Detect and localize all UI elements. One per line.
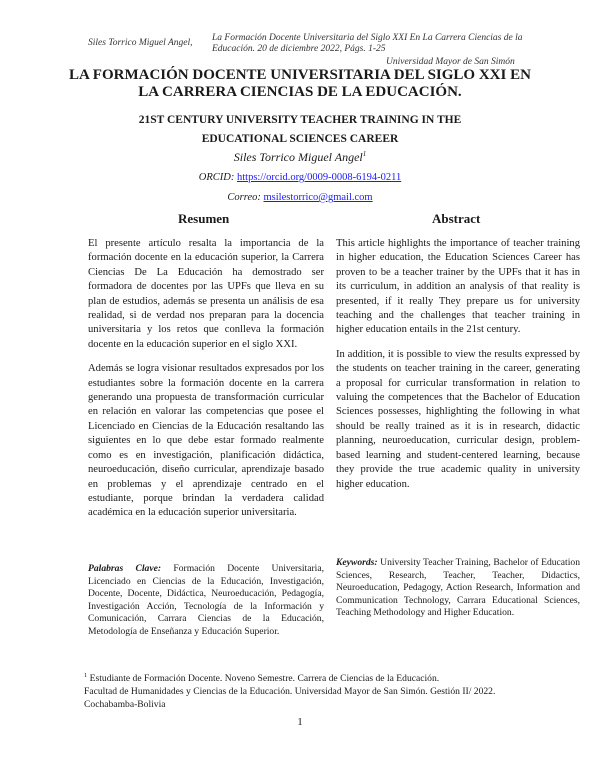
abstract-paragraph-1: This article highlights the importance of teacher training in higher education, the Education Sciences Career has proven to be a teacher trainer by the UPFs that it has in its curriculum, in addition an analysis of that reality is presented, if it really They prepare us for university teaching and the challenges that teacher training in higher education entails in the 21st century. <box>336 238 580 336</box>
footnote-line-2: Facultad de Humanidades y Ciencias de la Educación. Universidad Mayor de San Simón. Gestión II/ 2022. Cochabamba-Bolivia <box>84 686 496 711</box>
email-link[interactable]: msilestorrico@gmail.com <box>263 192 373 203</box>
author-name: Siles Torrico Miguel Angel <box>233 150 363 164</box>
keywords-block <box>336 557 580 620</box>
palabras-clave-block <box>88 563 324 638</box>
resumen-paragraph-1: El presente artículo resalta la importancia de la formación docente en la educación superior, la Carrera Ciencias De La Educación ha demostrado ser formadora de docentes por las UPFs que lleva en su plan de estudios, además se presenta un análisis de esa realidad, si de verdad nos preparan para la docencia universitaria y los retos que conlleva la formación docente en la educación superior en el siglo XXI. <box>88 238 324 350</box>
resumen-body <box>88 237 324 531</box>
footnote <box>84 669 524 711</box>
paper-title: LA FORMACIÓN DOCENTE UNIVERSITARIA DEL SIGLO XXI EN LA CARRERA CIENCIAS DE LA EDUCACIÓN. <box>69 67 531 100</box>
paper-subtitle: 21ST CENTURY UNIVERSITY TEACHER TRAINING IN THE EDUCATIONAL SCIENCES CAREER <box>138 114 462 145</box>
keywords-label: Keywords: <box>336 557 378 568</box>
footnote-line-1 <box>84 669 524 685</box>
running-header-author: Siles Torrico Miguel Angel, <box>88 38 193 48</box>
running-header-citation: La Formación Docente Universitaria del Siglo XXI En La Carrera Ciencias de la Educación. 20 de diciembre 2022, Págs. 1-25 <box>212 33 523 54</box>
email-label: Correo: <box>227 192 261 203</box>
resumen-paragraph-2: Además se logra visionar resultados expresados por los estudiantes sobre la formación docente en la carrera generando una propuesta de transformación curricular en relación en valorar las competencias que posee el Licenciado en Ciencias de la Educación resaltando las siguientes en lo que debe estar formado realmente como es en investigación, planificación didáctica, neuroeducación, diseño curricular, aprendizaje basado en problemas y el aprendizaje centrado en el estudiante, porque brindan la verdadera calidad académica en la educación superior universitaria. <box>88 363 324 519</box>
orcid-label: ORCID: <box>198 172 235 183</box>
page-number: 1 <box>297 716 303 728</box>
orcid-line <box>100 172 500 183</box>
palabras-clave-text: Formación Docente Universitaria, Licenciado en Ciencias de la Educación, Investigación, Docente, Docente, Didáctica, Neuroeducación, Pedagogía, Investigación Acción, Tecnología de la Información y Comunicación, Carrara Ciencias de la Educación, Metodología de Enseñanza y Educación Superior. <box>88 563 324 637</box>
abstract-heading: Abstract <box>432 211 481 226</box>
author-footnote-mark: 1 <box>362 150 367 158</box>
keywords-text: University Teacher Training, Bachelor of Education Sciences, Research, Teacher, Teacher, Didactics, Neuroeducation, Pedagogy, Action Research, Information and Communication Technology, Carrara Educational Sciences, Teaching Methodology and Higher Education. <box>336 557 580 618</box>
abstract-paragraph-2: In addition, it is possible to view the results expressed by the students on teacher training in the career, generating a proposal for curricular transformation in relation to valuing the competences that the Bachelor of Education Sciences possesses, highlighting the following in what should be really trained as it is in research, didactic planning, neuroeducation, curricular design, problem-based learning and student-centered learning, because they provide the true academic quality in university higher education. <box>336 348 580 490</box>
orcid-link[interactable]: https://orcid.org/0009-0008-6194-0211 <box>237 172 402 183</box>
palabras-clave-label: Palabras Clave: <box>88 563 162 574</box>
footnote-mark: 1 <box>84 672 88 679</box>
running-header-university: Universidad Mayor de San Simón <box>386 57 515 67</box>
email-line <box>100 192 500 203</box>
footnote-line-1-text: Estudiante de Formación Docente. Noveno Semestre. Carrera de Ciencias de la Educación. <box>89 673 440 685</box>
abstract-body <box>336 237 580 502</box>
author-line <box>100 150 500 165</box>
resumen-heading: Resumen <box>178 211 230 226</box>
